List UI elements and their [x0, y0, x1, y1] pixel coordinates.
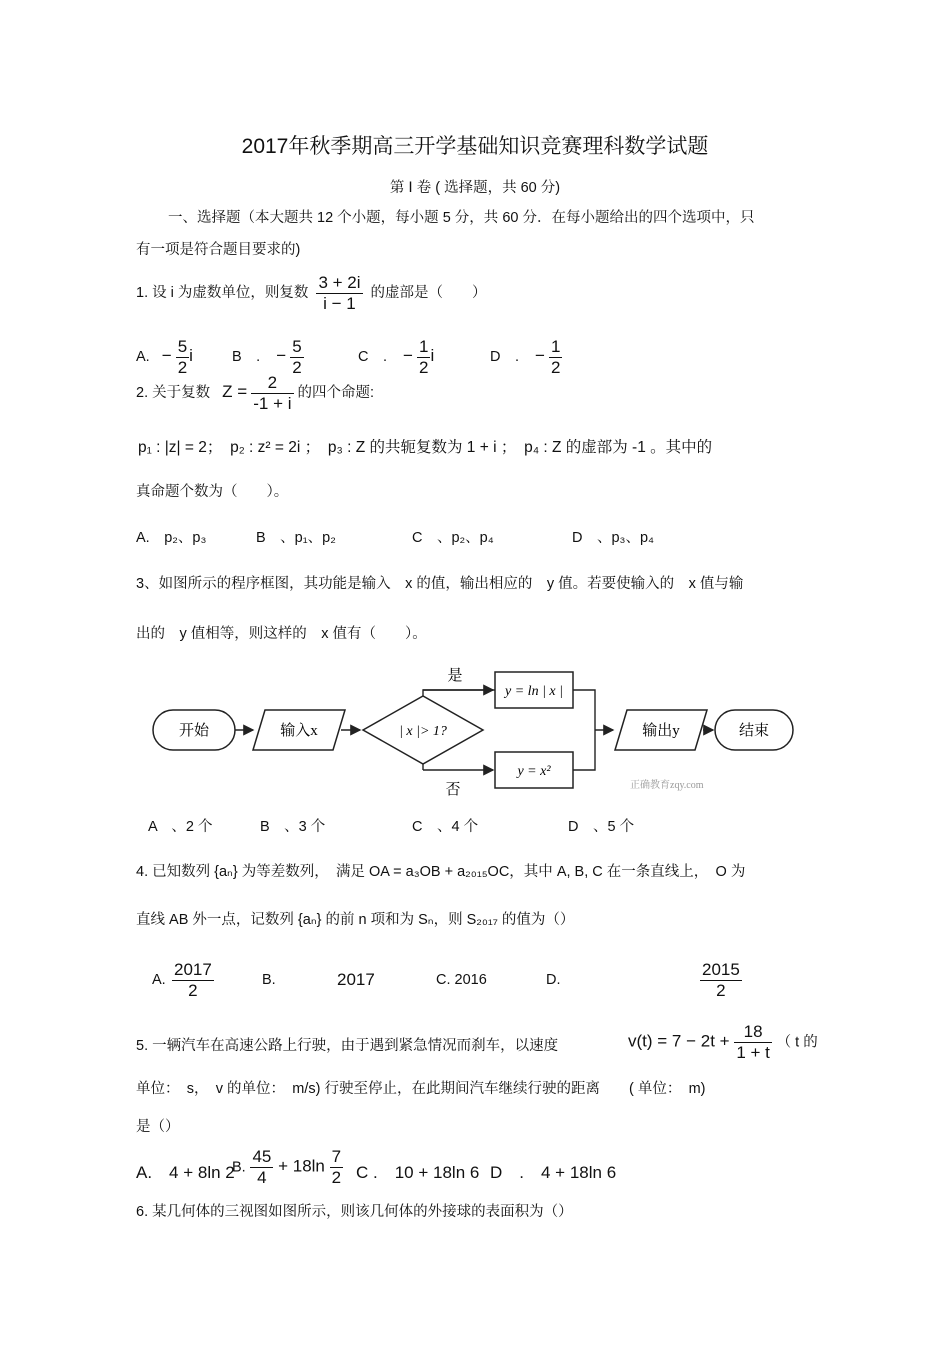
section-heading: 第 Ⅰ 卷 ( 选择题，共 60 分) [389, 180, 561, 196]
q1-option-d: D . − $\frac{1}{2}$ [490, 337, 561, 377]
q5-line-1: 5. 一辆汽车在高速公路上行驶，由于遇到紧急情况而刹车，以速度 [136, 1038, 559, 1054]
q1-option-b: B . − $\frac{5}{2}$ [232, 337, 302, 377]
flow-watermark: 正确教育zqy.com [630, 780, 704, 791]
q5-formula-fraction: $\frac{18}{1 + t}$ [736, 1022, 770, 1062]
flow-no-label: 否 [445, 782, 461, 798]
q2-option-a: A. p₂、p₃ [136, 530, 207, 546]
q5-option-a: A. 4 + 8ln 2 [136, 1163, 235, 1182]
flow-decision-label: | x |> 1? [399, 724, 447, 739]
q1-denominator: i − 1 [323, 293, 356, 313]
q3-line-2: 出的 y 值相等，则这样的 x 值有（ ）。 [136, 626, 427, 642]
flow-input-label: 输入x [280, 723, 318, 739]
q4-option-b-value: 2017 [337, 970, 375, 989]
question-1 [136, 273, 487, 313]
q2-stem: 2. 关于复数 [136, 384, 211, 401]
q2-fraction: $\frac{2}{-1 + i}$ [253, 373, 292, 413]
page-title: 2017年秋季期高三开学基础知识竞赛理科数学试题 [241, 135, 709, 158]
flow-box-square-label: y = x² [517, 764, 551, 779]
q4-line-2: 直线 AB 外一点，记数列 {aₙ} 的前 n 项和为 Sₙ，则 S₂₀₁₇ 的值为（） [136, 912, 575, 928]
q2-tail: 的四个命题: [297, 384, 375, 401]
q4-option-d: D. [546, 972, 561, 988]
q1-fraction [316, 273, 362, 313]
flow-yes-label: 是 [447, 668, 463, 684]
q2-question: 真命题个数为（ ）。 [136, 484, 289, 500]
q4-option-b: B. [262, 972, 276, 988]
q3-line-1: 3、如图所示的程序框图，其功能是输入 x 的值，输出相应的 y 值。若要使输入的 x 值与输 [136, 576, 744, 592]
flowchart [145, 660, 805, 800]
flow-box-ln-label: y = ln | x | [505, 684, 563, 699]
q5-option-d: D . 4 + 18ln 6 [490, 1163, 617, 1182]
q1-option-c: C . − $\frac{1}{2}$ i [358, 337, 435, 377]
question-6: 6. 某几何体的三视图如图所示，则该几何体的外接球的表面积为（） [136, 1204, 573, 1220]
q3-option-c: C 、4 个 [412, 819, 479, 835]
q2-propositions: p₁ : |z| = 2； p₂ : z² = 2i ； p₃ : Z 的共轭复数为 1 + i ； p₄ : Z 的虚部为 -1 。其中的 [138, 439, 713, 456]
q1-tail: 的虚部是（ ） [370, 284, 487, 301]
q5-line-3: 是（） [136, 1119, 180, 1135]
q4-option-a: A. [152, 972, 166, 988]
q3-option-b: B 、3 个 [260, 819, 326, 835]
q1-option-a: A. − $\frac{5}{2}$ i [136, 337, 193, 377]
q5-option-b: B. $\frac{45}{4}$ + 18ln $\frac{7}{2}$ [232, 1147, 342, 1187]
q3-option-a: A 、2 个 [148, 819, 213, 835]
q2-z: Z = [222, 381, 248, 401]
q4-option-c: C. 2016 [436, 972, 487, 988]
intro-line-2: 有一项是符合题目要求的) [136, 242, 301, 258]
intro-line-1: 一、选择题（本大题共 12 个小题，每小题 5 分，共 60 分．在每小题给出的四个选项中，只 [168, 210, 755, 226]
flow-end-label: 结束 [738, 723, 770, 739]
q2-option-c: C 、p₂、p₄ [412, 530, 494, 546]
q5-option-c: C . 10 + 18ln 6 [356, 1163, 480, 1182]
q1-stem: 1. 设 i 为虚数单位，则复数 [136, 284, 309, 301]
q4-options [152, 960, 802, 1010]
q5-line-2: 单位： s， v 的单位： m/s) 行驶至停止，在此期间汽车继续行驶的距离 ( 单位： m) [136, 1081, 706, 1097]
q4-line-1: 4. 已知数列 {aₙ} 为等差数列， 满足 OA = a₃OB + a₂₀₁₅OC，其中 A, B, C 在一条直线上， O 为 [136, 864, 746, 880]
q4-option-d-fraction: $\frac{2015}{2}$ [702, 960, 740, 1000]
q5-velocity-formula: v(t) = 7 − 2t + $\frac{18}{1 + t}$ （ t 的 [628, 1022, 818, 1062]
q4-option-a-fraction: $\frac{2017}{2}$ [174, 960, 212, 1000]
flow-start-label: 开始 [178, 723, 210, 739]
flow-output-label: 输出y [642, 723, 680, 739]
question-2 [136, 373, 374, 413]
q2-option-b: B 、p₁、p₂ [256, 530, 336, 546]
q1-numerator: 3 + 2i [318, 273, 361, 292]
q3-option-d: D 、5 个 [568, 819, 635, 835]
q2-option-d: D 、p₃、p₄ [572, 530, 654, 546]
